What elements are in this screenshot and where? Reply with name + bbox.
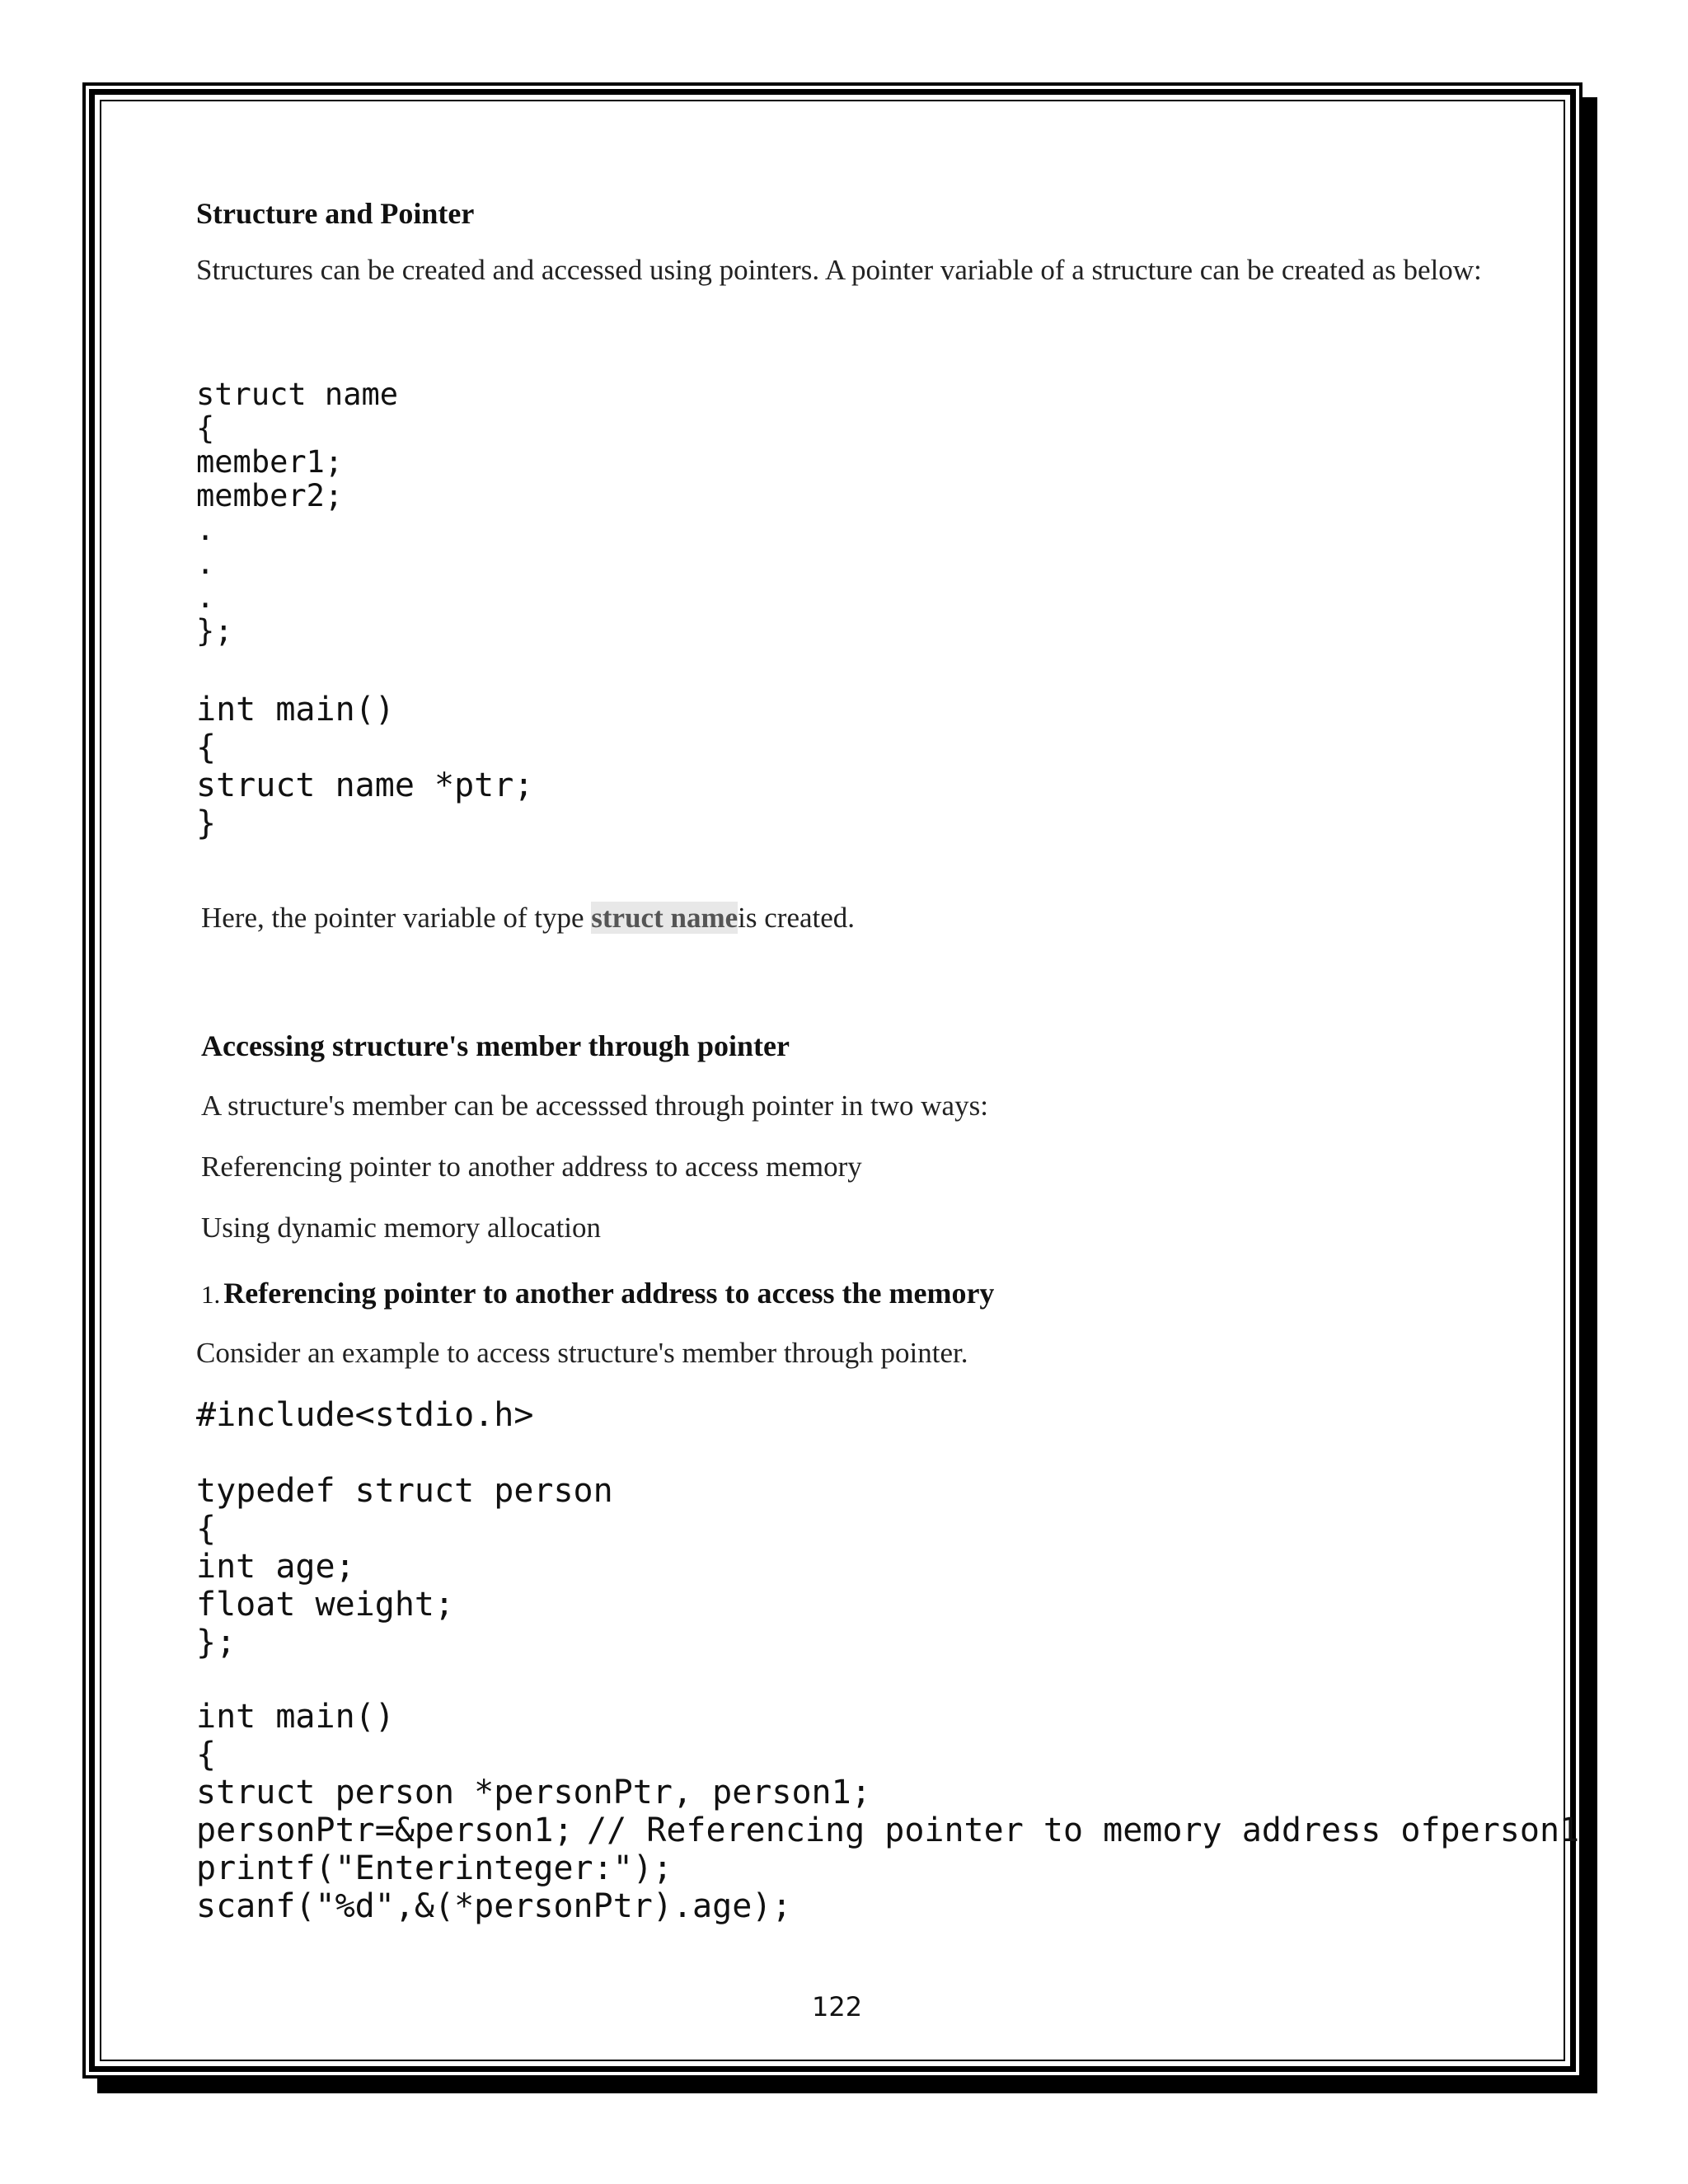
code-struct-definition: struct name { member1; member2; . . . }; [196,377,399,649]
code-typedef: typedef struct person { int age; float weight; }; [196,1472,613,1661]
intro-paragraph: Structures can be created and accessed using pointers. A pointer variable of a structure can be created as below: [196,254,1482,286]
way-item-2: Using dynamic memory allocation [201,1212,602,1244]
example-intro: Consider an example to access structure's member through pointer. [196,1337,968,1369]
page-number: 122 [812,1991,863,2022]
subsection-heading: 1. Referencing pointer to another address to access the memory [201,1277,995,1310]
code-printf-scanf: printf("Enterinteger:"); scanf("%d",&(*personPtr).age); [196,1849,792,1925]
way-item-1: Referencing pointer to another address to access memory [201,1151,862,1183]
code-include: #include<stdio.h> [196,1396,534,1434]
access-intro: A structure's member can be accesssed through pointer in two ways: [201,1090,988,1122]
subsection-number: 1. [201,1280,221,1309]
code-main-person: int main() { struct person *personPtr, person1; personPtr=&person1; [196,1698,871,1849]
code-main-ptr: int main() { struct name *ptr; } [196,691,534,842]
section-heading-accessing: Accessing structure's member through pointer [201,1029,790,1062]
highlighted-struct-name: struct name [591,902,738,934]
pointer-note: Here, the pointer variable of type struct nameis created. [201,902,856,934]
section-heading-structure-pointer: Structure and Pointer [196,197,475,230]
code-comment: // Referencing pointer to memory address ofperson1 [587,1811,1580,1849]
